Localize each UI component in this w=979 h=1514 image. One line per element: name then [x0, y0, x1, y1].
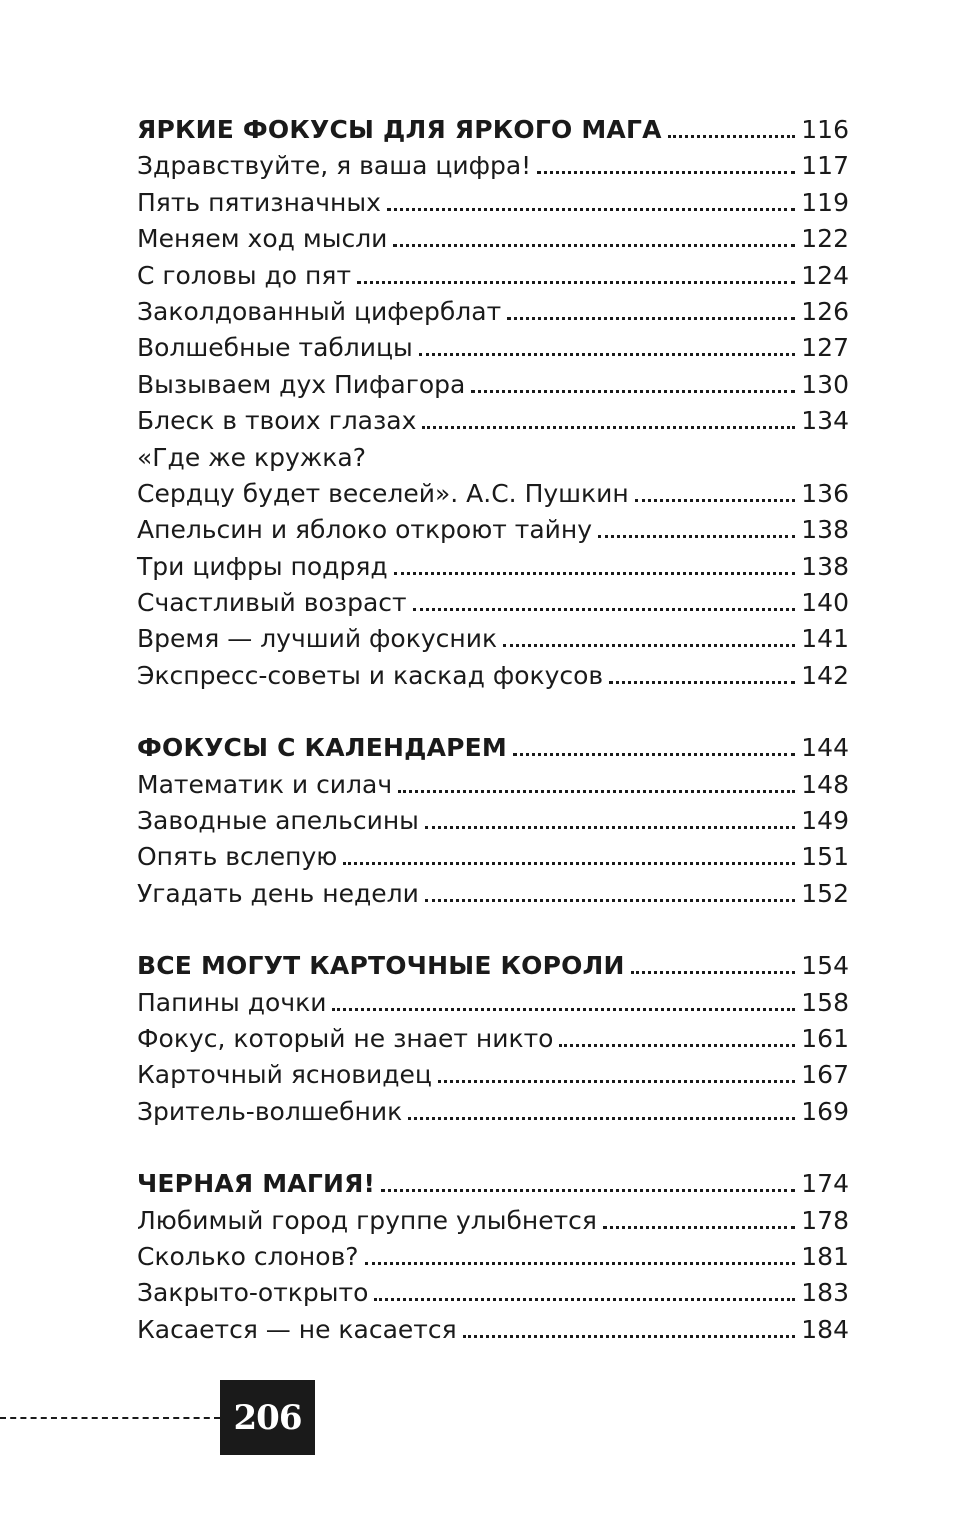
toc-entry-title: Опять вслепую: [137, 842, 338, 872]
toc-page-number: 126: [801, 296, 849, 326]
toc-heading-title: ЯРКИЕ ФОКУСЫ ДЛЯ ЯРКОГО МАГА: [137, 115, 662, 144]
toc-page-number: 149: [801, 806, 849, 836]
toc-entry-title: Меняем ход мысли: [137, 224, 388, 254]
toc-entry-title: Математик и силач: [137, 769, 393, 799]
toc-entry-title: Любимый город группе улыбнется: [137, 1205, 597, 1235]
toc-entry-first-line[interactable]: [137, 440, 849, 476]
toc-page-number: 178: [801, 1205, 849, 1235]
toc-page-number: 136: [801, 478, 849, 508]
toc-entry[interactable]: [137, 1239, 849, 1275]
toc-entry-title: Блеск в твоих глазах: [137, 406, 417, 436]
toc-entry-title: Три цифры подряд: [137, 551, 388, 581]
dot-leader: [598, 535, 795, 538]
toc-page-number: 134: [801, 406, 849, 436]
toc-entry-title: Волшебные таблицы: [137, 333, 413, 363]
dot-leader: [537, 171, 795, 174]
dot-leader: [668, 135, 796, 138]
toc-entry-title: Угадать день недели: [137, 878, 419, 908]
toc-section: [137, 112, 849, 694]
toc-page-number: 184: [801, 1314, 849, 1344]
toc-entry[interactable]: [137, 1057, 849, 1093]
dot-leader: [381, 1189, 795, 1192]
toc-entry-title: Здравствуйте, я ваша цифра!: [137, 151, 532, 181]
toc-entry[interactable]: [137, 1203, 849, 1239]
toc-page-number: 151: [801, 842, 849, 872]
toc-section-heading[interactable]: [137, 948, 849, 984]
toc-entry[interactable]: [137, 803, 849, 839]
dot-leader: [419, 353, 795, 356]
toc-entry[interactable]: [137, 1312, 849, 1348]
toc-entry[interactable]: [137, 549, 849, 585]
dot-leader: [507, 317, 795, 320]
toc-page-number: 124: [801, 260, 849, 290]
dot-leader: [408, 1117, 795, 1120]
dot-leader: [332, 1008, 795, 1011]
toc-heading-title: ВСЕ МОГУТ КАРТОЧНЫЕ КОРОЛИ: [137, 951, 625, 981]
toc-page-number: 152: [801, 878, 849, 908]
dot-leader: [513, 753, 795, 756]
dot-leader: [635, 499, 796, 502]
toc-entry-title: Карточный ясновидец: [137, 1060, 432, 1090]
toc-page-number: 174: [801, 1169, 849, 1199]
toc-page-number: 169: [801, 1096, 849, 1126]
toc-entry[interactable]: [137, 985, 849, 1021]
toc-entry[interactable]: [137, 294, 849, 330]
toc-entry-title: Пять пятизначных: [137, 187, 381, 217]
toc-entry[interactable]: [137, 221, 849, 257]
toc-page-number: 140: [801, 588, 849, 618]
dot-leader: [365, 1262, 796, 1265]
toc-section-heading[interactable]: [137, 112, 849, 148]
toc-entry[interactable]: [137, 330, 849, 366]
toc-page-number: 181: [801, 1241, 849, 1271]
toc-page-number: 117: [801, 151, 849, 181]
toc-entry-title: Апельсин и яблоко откроют тайну: [137, 515, 593, 545]
toc-page-number: 158: [801, 987, 849, 1017]
table-of-contents: [137, 112, 849, 1348]
dot-leader: [413, 608, 796, 611]
toc-entry[interactable]: [137, 512, 849, 548]
toc-entry-title: «Где же кружка?: [137, 442, 366, 472]
toc-page-number: 138: [801, 515, 849, 545]
toc-entry-title: Заколдованный циферблат: [137, 296, 502, 326]
dot-leader: [374, 1298, 795, 1301]
dot-leader: [398, 790, 795, 793]
toc-entry[interactable]: [137, 767, 849, 803]
toc-entry[interactable]: [137, 476, 849, 512]
toc-entry-title: Счастливый возраст: [137, 588, 407, 618]
toc-entry-title: Время — лучший фокусник: [137, 624, 498, 654]
dot-leader: [471, 390, 795, 393]
toc-page-number: 116: [801, 115, 849, 144]
toc-entry-title: С головы до пят: [137, 260, 352, 290]
toc-entry[interactable]: [137, 367, 849, 403]
toc-section-heading[interactable]: [137, 1166, 849, 1202]
toc-page-number: 122: [801, 224, 849, 254]
dot-leader: [387, 208, 795, 211]
footer-dashed-rule: [0, 1417, 220, 1419]
toc-entry[interactable]: [137, 1094, 849, 1130]
toc-entry-title: Закрыто-открыто: [137, 1278, 369, 1308]
toc-entry-title: Папины дочки: [137, 987, 327, 1017]
toc-page-number: 138: [801, 551, 849, 581]
toc-entry[interactable]: [137, 876, 849, 912]
toc-entry-title: Экспресс-советы и каскад фокусов: [137, 660, 604, 690]
toc-entry-title: Сколько слонов?: [137, 1241, 359, 1271]
toc-page-number: 154: [801, 951, 849, 981]
toc-page-number: 119: [801, 187, 849, 217]
toc-section: [137, 1166, 849, 1348]
page-number: 206: [233, 1397, 302, 1438]
toc-entry[interactable]: [137, 658, 849, 694]
dot-leader: [393, 244, 795, 247]
toc-entry-title: Фокус, который не знает никто: [137, 1023, 554, 1053]
dot-leader: [463, 1335, 796, 1338]
toc-entry[interactable]: [137, 185, 849, 221]
dot-leader: [559, 1044, 795, 1047]
toc-entry[interactable]: [137, 148, 849, 184]
toc-entry[interactable]: [137, 258, 849, 294]
dot-leader: [609, 681, 795, 684]
toc-entry-title: Вызываем дух Пифагора: [137, 369, 466, 399]
page-number-badge: [220, 1380, 315, 1455]
toc-page-number: 142: [801, 660, 849, 690]
toc-page-number: 167: [801, 1060, 849, 1090]
toc-page-number: 130: [801, 369, 849, 399]
toc-page-number: 148: [801, 769, 849, 799]
dot-leader: [425, 826, 795, 829]
dot-leader: [357, 281, 795, 284]
dot-leader: [438, 1080, 795, 1083]
toc-entry[interactable]: [137, 839, 849, 875]
toc-entry-title: Сердцу будет веселей». А.С. Пушкин: [137, 478, 629, 508]
toc-section-heading[interactable]: [137, 730, 849, 766]
toc-heading-title: ЧЕРНАЯ МАГИЯ!: [137, 1169, 376, 1199]
toc-page-number: 127: [801, 333, 849, 363]
dot-leader: [343, 862, 795, 865]
toc-heading-title: ФОКУСЫ С КАЛЕНДАРЕМ: [137, 733, 507, 763]
dot-leader: [503, 644, 795, 647]
toc-page-number: 183: [801, 1278, 849, 1308]
toc-entry[interactable]: [137, 585, 849, 621]
dot-leader: [631, 971, 796, 974]
toc-page-number: 141: [801, 624, 849, 654]
toc-section: [137, 730, 849, 912]
toc-page-number: 144: [801, 733, 849, 763]
toc-entry-title: Касается — не касается: [137, 1314, 457, 1344]
toc-entry-title: Зритель-волшебник: [137, 1096, 403, 1126]
dot-leader: [425, 899, 795, 902]
dot-leader: [603, 1226, 795, 1229]
toc-entry[interactable]: [137, 1021, 849, 1057]
toc-section: [137, 948, 849, 1130]
toc-entry[interactable]: [137, 1275, 849, 1311]
toc-entry[interactable]: [137, 403, 849, 439]
dot-leader: [394, 572, 796, 575]
dot-leader: [422, 426, 795, 429]
toc-entry-title: Заводные апельсины: [137, 806, 419, 836]
toc-page-number: 161: [801, 1023, 849, 1053]
toc-entry[interactable]: [137, 621, 849, 657]
